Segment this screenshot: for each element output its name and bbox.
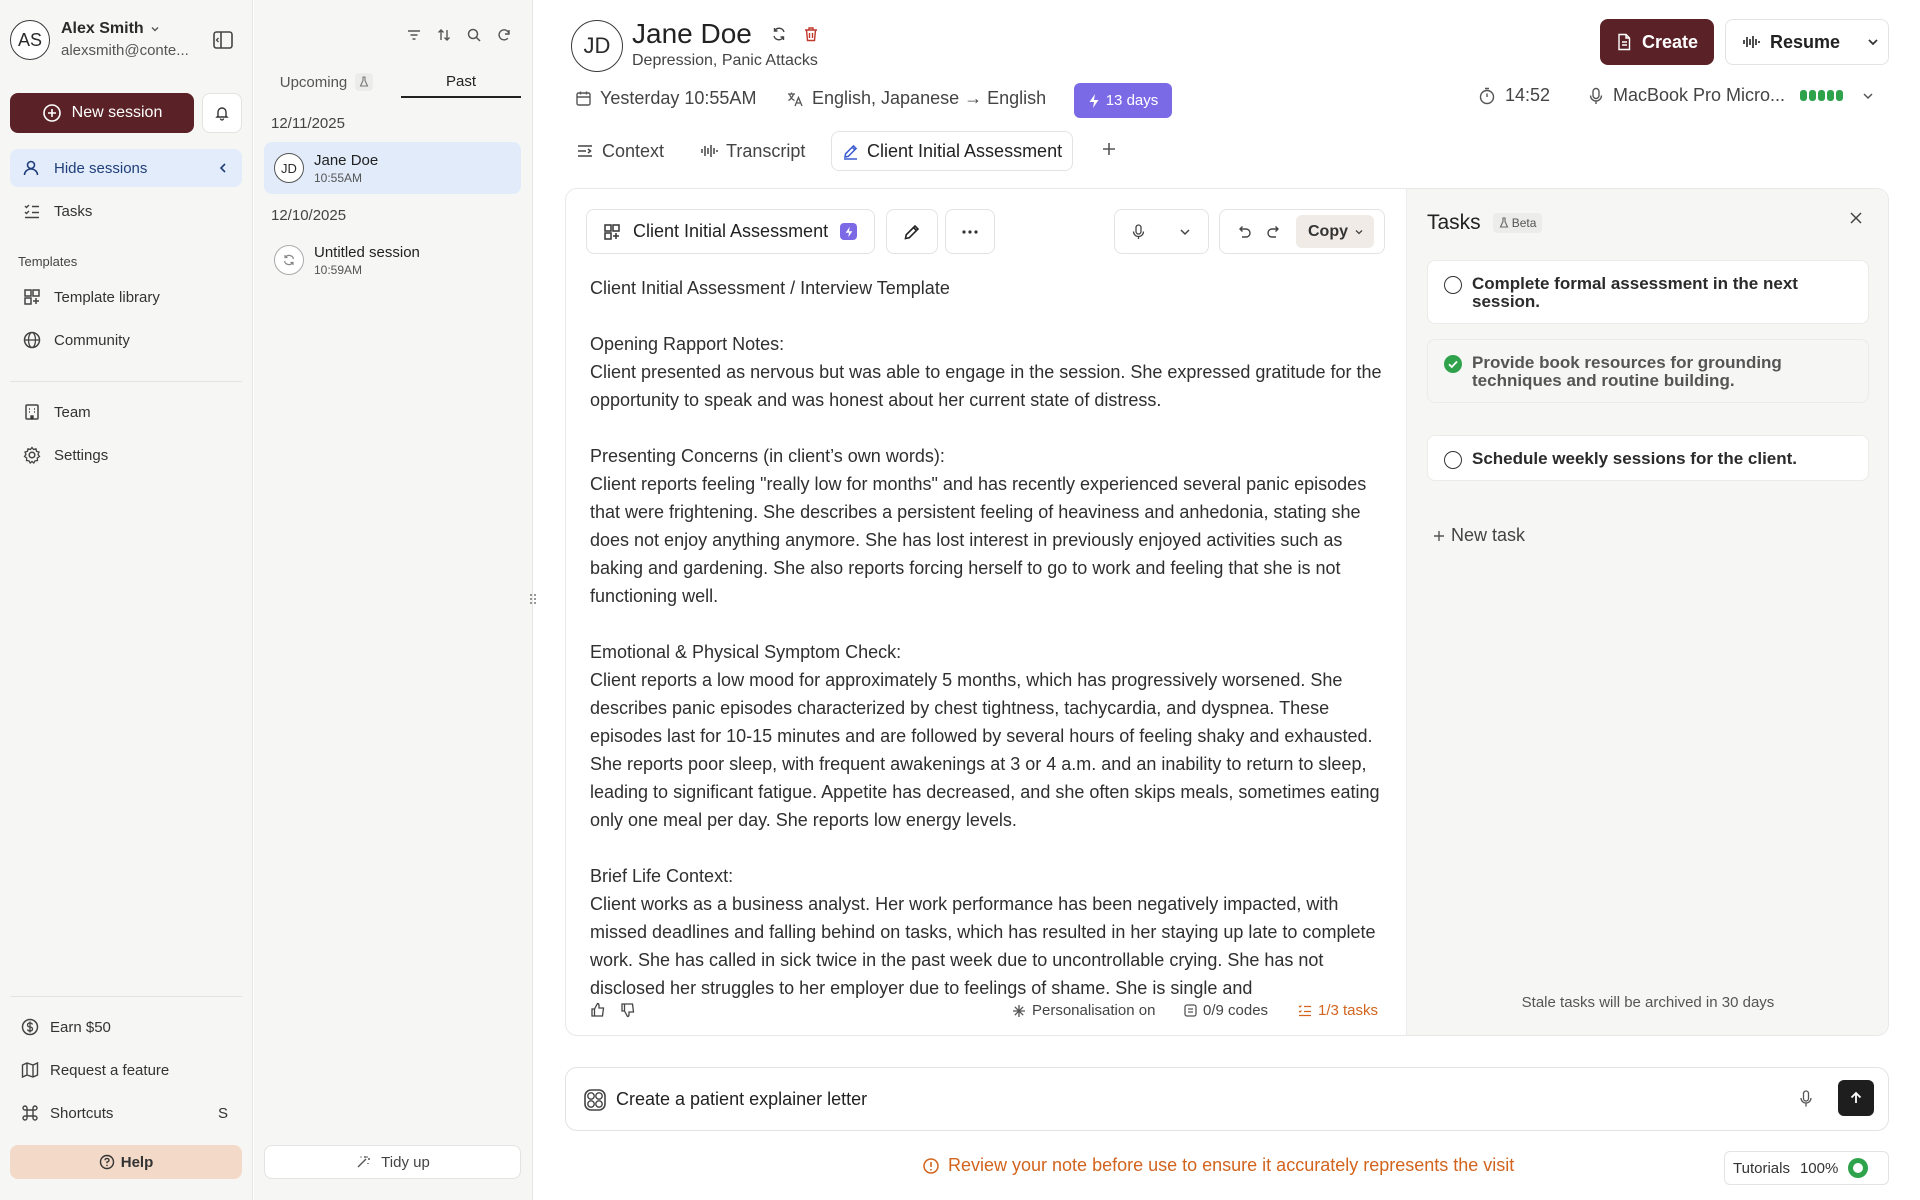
translate-icon [786,90,804,108]
warning-circle-icon [922,1157,940,1175]
trash-icon[interactable] [802,25,820,43]
session-name: Jane Doe [314,151,379,169]
undo-icon[interactable] [1236,225,1252,239]
microphone-label: MacBook Pro Micro... [1613,85,1786,105]
nav-divider [10,381,242,382]
team-label: Team [54,403,91,421]
beta-label: Beta [1511,216,1537,230]
tab-past-label: Past [445,72,476,90]
create-label: Create [1641,31,1699,52]
check-circle-icon[interactable] [1444,355,1462,373]
microphone-selector[interactable] [1588,85,1874,106]
audio-wave-icon [700,143,718,159]
session-avatar: JD [274,153,304,183]
command-icon [20,1103,40,1123]
send-button[interactable] [1838,1080,1874,1116]
session-time: 10:59AM [314,262,363,277]
chevron-down-icon[interactable] [1866,35,1880,49]
settings-label: Settings [54,446,109,464]
user-email: alexsmith@conte... [61,42,189,59]
tasks-header [1427,211,1542,235]
chevron-left-icon [218,162,228,174]
globe-icon [22,330,42,350]
bell-icon [214,105,230,121]
help-button[interactable] [10,1145,242,1179]
template-library-icon [22,287,42,307]
note-spacer [590,414,1390,442]
request-feature-label: Request a feature [50,1061,170,1079]
note-paragraph: Client reports a low mood for approximately 5 months, which has progressively worsened. She describes panic episodes characterized by chest tightness, tachycardia, and dyspnea. These episodes last for 10-15 minutes and are followed by several hours of feeling shaky and exhausted. She reports poor sleep, with frequent awakenings at 3 or 4 a.m. and an inability to return to sleep, leading to significant fatigue. Appetite has decreased, and she often skips meals, sometimes eating only one meal per day. She reports low energy levels. [590,670,1380,830]
tasks-count-label: 1/3 tasks [1318,1002,1379,1019]
task-checkbox[interactable] [1444,276,1462,294]
close-icon[interactable] [1848,210,1864,226]
feedback-controls [590,1002,636,1018]
chevron-down-icon[interactable] [1179,226,1191,238]
building-icon [22,402,42,422]
sidebar-toggle-icon[interactable] [212,29,234,51]
pencil-icon [842,143,859,160]
filter-icon[interactable] [406,27,422,43]
sort-icon[interactable] [436,27,452,43]
session-name: Untitled session [314,243,420,261]
timer-label: 14:52 [1505,85,1551,105]
codes-indicator[interactable] [1184,1002,1268,1019]
resize-handle-icon[interactable] [527,592,539,608]
search-icon[interactable] [466,27,482,43]
map-icon [20,1060,40,1080]
document-icon [1616,33,1632,51]
list-checks-icon [1298,1004,1312,1017]
new-session-button[interactable] [10,93,194,133]
gear-icon [22,445,42,465]
magic-wand-icon [355,1154,371,1170]
note-text-body[interactable] [590,274,1390,998]
sparkle-icon [1012,1004,1026,1018]
user-menu[interactable] [61,20,160,38]
templates-heading: Templates [18,254,78,269]
sidebar-item-earn[interactable] [8,1008,240,1046]
dollar-circle-icon [20,1017,40,1037]
chat-input-bar[interactable] [565,1067,1889,1131]
beta-badge [1493,213,1543,233]
mic-level-meter [1800,90,1843,101]
thumbs-down-icon[interactable] [620,1002,636,1018]
tutorials-widget[interactable] [1724,1151,1889,1185]
language-selector[interactable] [786,88,1046,109]
new-task-label: New task [1451,525,1526,545]
days-badge[interactable] [1074,83,1172,118]
personalisation-label: Personalisation on [1032,1002,1156,1019]
pencil-icon [902,222,922,242]
copy-label: Copy [1308,222,1348,240]
note-paragraph: Presenting Concerns (in client’s own words): [590,446,945,466]
app-sidebar [0,0,253,1200]
template-selector[interactable] [586,209,875,254]
dictation-control[interactable] [1114,209,1209,254]
community-label: Community [54,331,130,349]
history-copy-group [1219,209,1385,254]
calendar-icon [575,90,592,107]
resume-button[interactable] [1725,19,1889,65]
edit-template-button[interactable] [886,209,938,254]
help-label: Help [120,1153,154,1171]
note-paragraph: Opening Rapport Notes: [590,334,785,354]
sessions-panel [254,0,533,1200]
note-spacer [590,834,1390,862]
ellipsis-icon [961,229,979,235]
task-text: Schedule weekly sessions for the client. [1472,449,1798,468]
codes-box-icon [1184,1004,1197,1017]
task-item[interactable] [1427,260,1869,324]
note-paragraph: Brief Life Context: [590,866,734,886]
tasks-title: Tasks [1427,211,1481,234]
list-checks-icon [22,201,42,221]
tasks-footer-note: Stale tasks will be archived in 30 days [1521,994,1775,1011]
chat-prompt-text[interactable]: Create a patient explainer letter [616,1089,868,1109]
flask-icon [1499,217,1509,229]
review-warning [922,1155,1514,1176]
microphone-icon [1588,87,1604,105]
sidebar-item-settings[interactable] [10,436,242,474]
tasks-label: Tasks [54,202,93,220]
sidebar-item-tasks[interactable] [10,192,242,230]
tidy-up-button[interactable] [264,1145,521,1179]
template-icon [603,223,621,241]
days-badge-label: 13 days [1105,92,1159,109]
template-name: Client Initial Assessment [633,221,829,241]
timer-icon [1478,87,1496,105]
patient-header [632,18,820,50]
sidebar-item-shortcuts[interactable] [8,1094,240,1132]
user-avatar[interactable]: AS [10,20,50,60]
task-text: Complete formal assessment in the next session. [1472,274,1798,311]
tab-client-initial-assessment[interactable] [831,131,1073,171]
note-spacer [590,610,1390,638]
tasks-indicator[interactable] [1298,1002,1378,1019]
task-item[interactable] [1427,435,1869,481]
session-group-date: 12/10/2025 [271,207,347,224]
patient-name[interactable]: Jane Doe [632,18,752,49]
hide-sessions-label: Hide sessions [54,159,148,177]
note-paragraph: Client presented as nervous but was able to engage in the session. She expressed gratitude for the opportunity to speak and was honest about her current state of distress. [590,362,1382,410]
tab-transcript-label: Transcript [726,140,806,161]
microphone-icon[interactable] [1799,1090,1813,1108]
tasks-panel [1406,189,1888,1035]
more-options-button[interactable] [945,209,995,254]
template-library-label: Template library [54,288,160,306]
user-name: Alex Smith [61,20,144,37]
sync-icon [274,245,304,275]
plus-circle-icon [42,103,62,123]
tab-context-label: Context [602,140,665,161]
codes-label: 0/9 codes [1203,1002,1269,1019]
note-paragraph: Emotional & Physical Symptom Check: [590,642,902,662]
task-checkbox[interactable] [1444,451,1462,469]
chevron-down-icon [150,24,160,34]
new-task-button[interactable] [1433,525,1525,546]
help-circle-icon [99,1154,115,1170]
patient-avatar: JD [571,20,623,72]
tab-context[interactable] [566,131,674,171]
tab-upcoming-label: Upcoming [279,73,348,91]
note-paragraph: Client works as a business analyst. Her work performance has been negatively impacted, with missed deadlines and falling behind on tasks, which has resulted in her staying up late to complete work. She has called in sick twice in the past week due to uncontrollable crying. She has not disclosed her struggles to her employer due to feelings of shame. She is single and [590,894,1376,998]
tutorials-label: Tutorials [1733,1159,1790,1177]
sidebar-item-team[interactable] [10,393,242,431]
ai-logo-icon [582,1087,608,1113]
session-date[interactable] [575,88,756,109]
note-paragraph: Client Initial Assessment / Interview Template [590,278,950,298]
nav-divider [10,996,242,997]
chevron-down-icon [1354,227,1364,237]
note-paragraph: Client reports feeling "really low for months" and has recently experienced several panic episodes that were frightening. She describes a persistent feeling of heaviness and anhedonia, stating she does not enjoy anything anymore. She has lost interest in previously enjoyed activities such as baking and gardening. She also reports forcing herself to go to work and feeling that she is not functioning well. [590,474,1367,606]
sidebar-item-community[interactable] [10,321,242,359]
create-button[interactable] [1600,19,1714,65]
add-tab-icon[interactable] [1100,140,1118,158]
new-session-label: New session [71,104,163,121]
user-icon [22,158,42,178]
tab-assessment-label: Client Initial Assessment [867,140,1063,161]
patient-conditions: Depression, Panic Attacks [632,52,818,69]
session-item-untitled[interactable] [264,234,521,286]
earn-label: Earn $50 [50,1018,111,1036]
session-timer [1478,85,1550,106]
language-label: English, Japanese → English [812,88,1047,108]
audio-wave-icon [1742,34,1760,50]
flask-icon [355,73,373,91]
task-item[interactable] [1427,339,1869,403]
notifications-button[interactable] [202,93,242,133]
task-text: Provide book resources for grounding techniques and routine building. [1472,353,1782,390]
note-spacer [590,302,1390,330]
session-date-label: Yesterday 10:55AM [600,88,757,108]
redo-icon[interactable] [1266,225,1282,239]
thumbs-up-icon[interactable] [590,1002,606,1018]
lightning-icon [1088,93,1100,109]
chevron-down-icon[interactable] [1862,90,1874,102]
context-lines-icon [576,143,594,159]
review-warning-text: Review your note before use to ensure it accurately represents the visit [948,1155,1515,1175]
tidy-up-label: Tidy up [381,1153,430,1171]
progress-ring-icon [1848,1158,1868,1178]
sidebar-item-request-feature[interactable] [8,1051,240,1089]
copy-button[interactable] [1296,215,1374,248]
microphone-icon[interactable] [1132,224,1145,240]
tab-upcoming[interactable] [264,66,389,98]
sidebar-item-hide-sessions[interactable] [10,149,242,187]
session-time: 10:55AM [314,170,363,185]
refresh-icon[interactable] [496,27,512,43]
arrow-up-icon [1849,1091,1863,1105]
lightning-icon [840,223,857,240]
session-item-jane-doe[interactable] [264,142,521,194]
personalisation-toggle[interactable] [1012,1002,1155,1019]
session-group-date: 12/11/2025 [271,115,345,132]
shortcuts-label: Shortcuts [50,1104,114,1122]
plus-icon [1433,530,1445,542]
tab-past[interactable] [401,66,521,98]
swap-icon[interactable] [770,25,788,43]
resume-label: Resume [1770,31,1841,52]
shortcuts-key: S [217,1104,228,1122]
tutorials-progress-label: 100% [1799,1159,1839,1177]
sidebar-item-template-library[interactable] [10,278,242,316]
tab-transcript[interactable] [690,131,815,171]
